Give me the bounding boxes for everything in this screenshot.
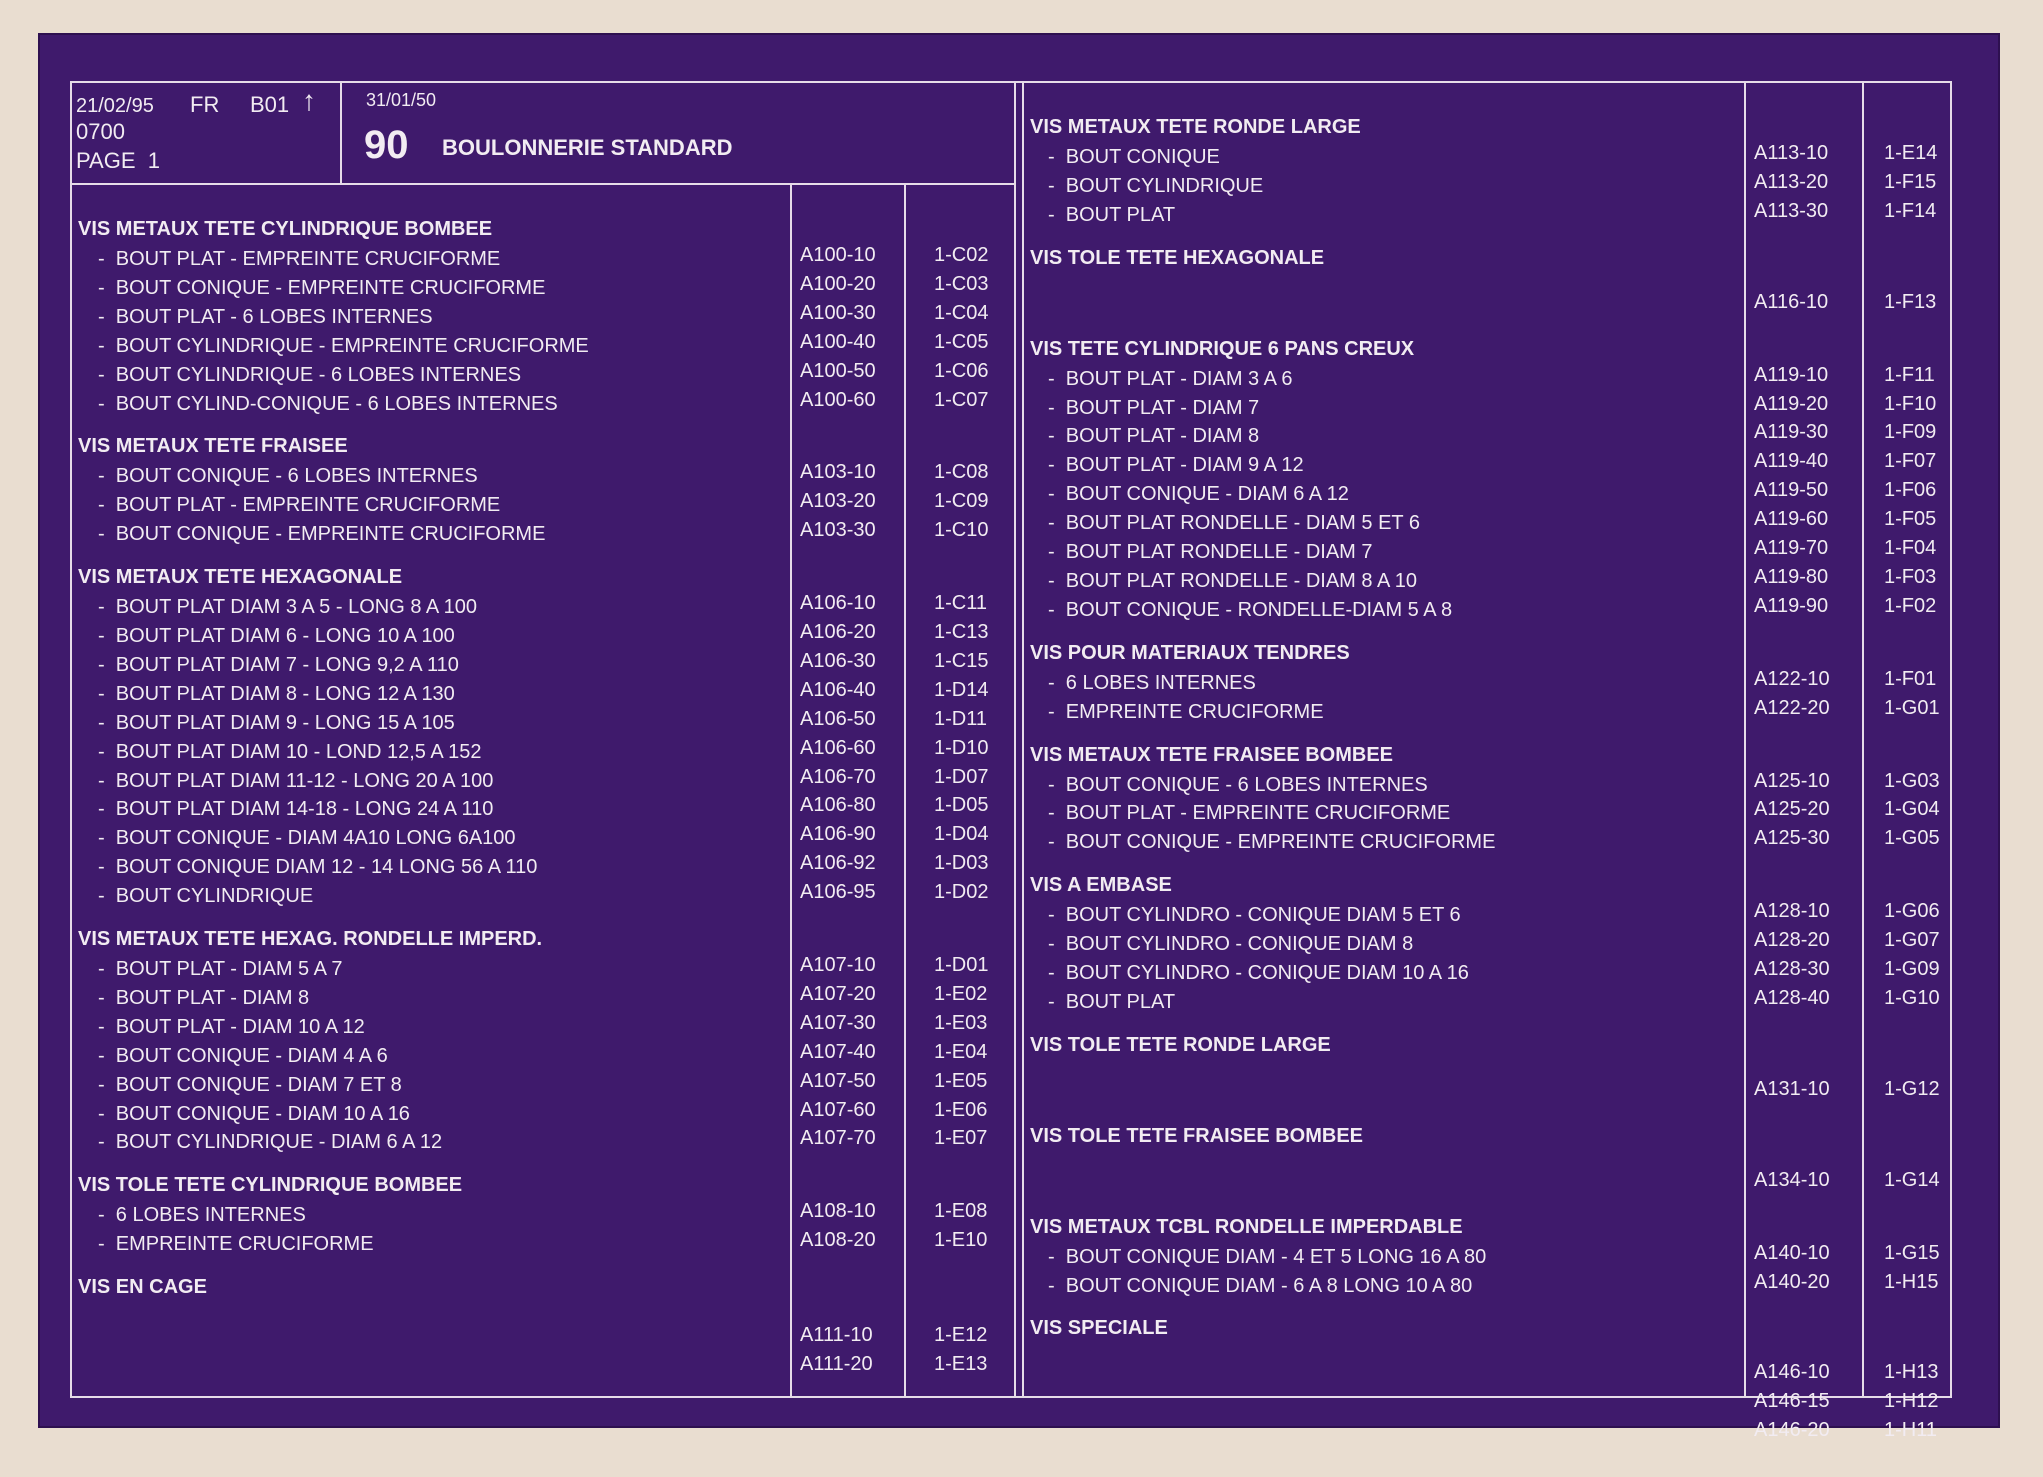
list-item: - BOUT CONIQUE - 6 LOBES INTERNES <box>1048 773 1428 796</box>
header-divider-vertical <box>340 81 342 185</box>
grid-code: 1-F07 <box>1884 450 1937 473</box>
reference-number: A128-30 <box>1754 958 1830 980</box>
reference-number: A107-20 <box>800 982 876 1005</box>
list-item: - BOUT CONIQUE <box>1048 146 1220 168</box>
list-item: - BOUT CONIQUE DIAM - 6 A 8 LONG 10 A 80 <box>1048 1274 1473 1297</box>
frame-top <box>70 81 1952 83</box>
grid-code: 1-H11 <box>1884 1419 1937 1442</box>
frame-left <box>70 81 72 1398</box>
reference-number: A106-30 <box>800 649 876 672</box>
grid-code: 1-G15 <box>1884 1241 1940 1264</box>
grid-code: 1-C11 <box>934 592 987 615</box>
grid-code: 1-E05 <box>934 1069 988 1092</box>
frame-right <box>1950 81 1952 1398</box>
grid-code: 1-E07 <box>934 1127 988 1150</box>
reference-number: A106-60 <box>800 736 876 759</box>
list-item: - BOUT CONIQUE - DIAM 7 ET 8 <box>98 1073 402 1096</box>
grid-code: 1-E02 <box>934 982 988 1005</box>
list-item: - BOUT PLAT DIAM 3 A 5 - LONG 8 A 100 <box>98 596 478 619</box>
grid-code: 1-G10 <box>1884 986 1940 1009</box>
grid-code: 1-C06 <box>934 359 989 382</box>
grid-code: 1-C03 <box>934 272 989 295</box>
reference-number: A106-90 <box>800 823 876 846</box>
reference-number: A125-10 <box>1754 769 1830 792</box>
list-item: - BOUT PLAT - DIAM 3 A 6 <box>1048 367 1293 390</box>
grid-code: 1-E13 <box>934 1353 988 1375</box>
list-item: - BOUT PLAT DIAM 11-12 - LONG 20 A 100 <box>98 769 494 792</box>
grid-code: 1-D14 <box>934 678 989 701</box>
list-item: - BOUT PLAT - EMPREINTE CRUCIFORME <box>98 494 501 517</box>
reference-number: A122-20 <box>1754 696 1830 719</box>
grid-code: 1-F14 <box>1884 199 1937 222</box>
grid-code: 1-D07 <box>934 765 989 788</box>
list-item: - BOUT PLAT DIAM 9 - LONG 15 A 105 <box>98 711 455 734</box>
grid-code: 1-H13 <box>1884 1361 1939 1384</box>
grid-code: 1-E14 <box>1884 142 1938 164</box>
reference-number: A103-30 <box>800 519 876 542</box>
reference-number: A140-20 <box>1754 1270 1830 1293</box>
list-item: - BOUT CYLINDRIQUE <box>98 885 314 908</box>
reference-number: A119-10 <box>1754 363 1829 386</box>
grid-code: 1-C10 <box>934 519 989 542</box>
reference-number: A119-70 <box>1754 537 1829 559</box>
reference-number: A106-10 <box>800 592 876 615</box>
list-item: - 6 LOBES INTERNES <box>1048 671 1256 694</box>
section-heading: VIS METAUX TETE CYLINDRIQUE BOMBEE <box>78 218 493 240</box>
reference-number: A146-10 <box>1754 1361 1830 1384</box>
grid-code: 1-F10 <box>1884 392 1937 415</box>
list-item: - BOUT CONIQUE - DIAM 4A10 LONG 6A100 <box>98 827 516 850</box>
grid-code: 1-D04 <box>934 823 989 846</box>
list-item: - BOUT CONIQUE - RONDELLE-DIAM 5 A 8 <box>1048 598 1453 621</box>
list-item: - BOUT CONIQUE DIAM - 4 ET 5 LONG 16 A 80 <box>1048 1245 1487 1268</box>
grid-code: 1-G01 <box>1884 696 1940 719</box>
grid-code: 1-F11 <box>1884 363 1935 386</box>
grid-code: 1-D05 <box>934 794 989 817</box>
grid-code: 1-G03 <box>1884 769 1940 792</box>
grid-code: 1-C09 <box>934 490 989 513</box>
reference-number: A119-90 <box>1754 594 1829 617</box>
grid-code: 1-F06 <box>1884 479 1937 502</box>
section-heading: VIS TOLE TETE FRAISEE BOMBEE <box>1030 1124 1364 1147</box>
section-heading: VIS A EMBASE <box>1030 874 1172 897</box>
reference-number: A113-30 <box>1754 199 1829 222</box>
list-item: - BOUT CONIQUE - EMPREINTE CRUCIFORME <box>98 276 546 299</box>
list-item: - BOUT PLAT RONDELLE - DIAM 5 ET 6 <box>1048 512 1420 535</box>
header-lang: FR <box>190 92 220 117</box>
reference-number: A131-10 <box>1754 1077 1830 1100</box>
list-item: - 6 LOBES INTERNES <box>98 1204 306 1227</box>
reference-number: A111-20 <box>800 1353 873 1375</box>
section-heading: VIS POUR MATERIAUX TENDRES <box>1030 641 1350 664</box>
grid-code: 1-G12 <box>1884 1077 1940 1100</box>
reference-number: A106-92 <box>800 852 876 875</box>
grid-code: 1-G06 <box>1884 900 1940 923</box>
reference-number: A119-40 <box>1754 450 1829 473</box>
list-item: - BOUT CYLINDRIQUE - EMPREINTE CRUCIFORME <box>98 334 589 357</box>
list-item: - BOUT PLAT - DIAM 5 A 7 <box>98 958 343 980</box>
reference-number: A103-20 <box>800 490 876 513</box>
reference-number: A128-10 <box>1754 900 1830 923</box>
reference-number: A100-60 <box>800 388 876 411</box>
list-item: - BOUT CONIQUE - EMPREINTE CRUCIFORME <box>1048 831 1496 854</box>
grid-code: 1-E06 <box>934 1098 988 1121</box>
reference-number: A119-80 <box>1754 565 1829 588</box>
list-item: - BOUT PLAT RONDELLE - DIAM 7 <box>1048 541 1373 563</box>
grid-code: 1-H12 <box>1884 1390 1939 1413</box>
reference-number: A113-20 <box>1754 170 1829 193</box>
reference-number: A108-20 <box>800 1229 876 1252</box>
grid-code: 1-D11 <box>934 707 987 730</box>
list-item: - BOUT PLAT RONDELLE - DIAM 8 A 10 <box>1048 569 1418 592</box>
reference-number: A100-40 <box>800 330 876 353</box>
reference-number: A119-30 <box>1754 421 1829 444</box>
frame-middle-b <box>1022 81 1024 1398</box>
section-heading: VIS METAUX TETE RONDE LARGE <box>1030 116 1361 138</box>
reference-number: A128-40 <box>1754 986 1830 1009</box>
list-item: - BOUT PLAT DIAM 6 - LONG 10 A 100 <box>98 625 455 647</box>
left-code-divider <box>904 185 906 1398</box>
section-heading: VIS METAUX TETE FRAISEE <box>78 435 348 458</box>
frame-bottom <box>70 1396 1952 1398</box>
reference-number: A100-10 <box>800 244 876 266</box>
list-item: - BOUT PLAT <box>1048 203 1176 226</box>
reference-number: A106-20 <box>800 621 876 643</box>
reference-number: A140-10 <box>1754 1241 1830 1264</box>
section-heading: VIS METAUX TCBL RONDELLE IMPERDABLE <box>1030 1215 1463 1238</box>
list-item: - BOUT PLAT - 6 LOBES INTERNES <box>98 305 433 328</box>
reference-number: A119-60 <box>1754 508 1829 531</box>
section-number: 90 <box>364 123 409 167</box>
grid-code: 1-G07 <box>1884 929 1940 952</box>
left-ref-divider <box>790 185 792 1398</box>
grid-code: 1-E10 <box>934 1229 988 1252</box>
grid-code: 1-G09 <box>1884 958 1940 980</box>
grid-code: 1-G04 <box>1884 798 1940 821</box>
header-divider-horizontal <box>70 183 1016 185</box>
grid-code: 1-F09 <box>1884 421 1937 444</box>
list-item: - BOUT CONIQUE - EMPREINTE CRUCIFORME <box>98 523 546 546</box>
grid-code: 1-F13 <box>1884 290 1937 313</box>
grid-code: 1-D02 <box>934 881 989 904</box>
list-item: - BOUT CYLINDRIQUE - DIAM 6 A 12 <box>98 1131 443 1154</box>
list-item: - BOUT CYLINDRO - CONIQUE DIAM 8 <box>1048 933 1414 956</box>
grid-code: 1-F15 <box>1884 170 1937 193</box>
grid-code: 1-F04 <box>1884 537 1937 559</box>
reference-number: A119-50 <box>1754 479 1829 502</box>
list-item: - BOUT CONIQUE - DIAM 4 A 6 <box>98 1044 388 1067</box>
reference-number: A113-10 <box>1754 142 1829 164</box>
grid-code: 1-C05 <box>934 330 989 353</box>
grid-code: 1-F05 <box>1884 508 1937 531</box>
list-item: - BOUT PLAT DIAM 8 - LONG 12 A 130 <box>98 682 455 705</box>
section-heading: VIS EN CAGE <box>78 1276 207 1299</box>
section-heading: VIS METAUX TETE HEXAGONALE <box>78 566 403 589</box>
right-ref-divider <box>1744 81 1746 1398</box>
frame-middle-a <box>1014 81 1016 1398</box>
grid-code: 1-E03 <box>934 1011 988 1034</box>
grid-code: 1-F03 <box>1884 565 1937 588</box>
reference-number: A100-20 <box>800 272 876 295</box>
header-code: B01 <box>250 92 290 117</box>
reference-number: A125-20 <box>1754 798 1830 821</box>
reference-number: A122-10 <box>1754 667 1830 690</box>
grid-code: 1-C13 <box>934 621 989 643</box>
grid-code: 1-C02 <box>934 244 989 266</box>
reference-number: A108-10 <box>800 1200 876 1223</box>
list-item: - BOUT CYLINDRIQUE - 6 LOBES INTERNES <box>98 363 522 386</box>
list-item: - BOUT PLAT - DIAM 9 A 12 <box>1048 454 1304 477</box>
grid-code: 1-E04 <box>934 1040 988 1063</box>
reference-number: A107-30 <box>800 1011 876 1034</box>
reference-number: A106-40 <box>800 678 876 701</box>
list-item: - BOUT CYLIND-CONIQUE - 6 LOBES INTERNES <box>98 392 558 415</box>
catalog-card <box>38 33 2000 1442</box>
reference-number: A146-15 <box>1754 1390 1830 1413</box>
grid-code: 1-G05 <box>1884 827 1940 850</box>
grid-code: 1-C15 <box>934 649 989 672</box>
grid-code: 1-F01 <box>1884 667 1937 690</box>
reference-number: A107-50 <box>800 1069 876 1092</box>
grid-code: 1-D03 <box>934 852 989 875</box>
list-item: - BOUT PLAT DIAM 10 - LOND 12,5 A 152 <box>98 740 482 763</box>
grid-code: 1-C08 <box>934 461 989 484</box>
list-item: - BOUT CONIQUE - 6 LOBES INTERNES <box>98 465 478 488</box>
list-item: - BOUT CONIQUE - DIAM 6 A 12 <box>1048 483 1349 506</box>
header-number: 0700 <box>76 119 125 144</box>
section-heading: VIS TETE CYLINDRIQUE 6 PANS CREUX <box>1030 337 1415 360</box>
reference-number: A128-20 <box>1754 929 1830 952</box>
list-item: - BOUT CYLINDRIQUE <box>1048 174 1264 197</box>
header-page: PAGE 1 <box>76 148 160 173</box>
section-heading: VIS TOLE TETE CYLINDRIQUE BOMBEE <box>78 1174 463 1197</box>
reference-number: A106-95 <box>800 881 876 904</box>
list-item: - BOUT PLAT - DIAM 7 <box>1048 396 1260 419</box>
reference-number: A103-10 <box>800 461 876 484</box>
list-item: - BOUT CONIQUE DIAM 12 - 14 LONG 56 A 110 <box>98 856 538 879</box>
list-item: - EMPREINTE CRUCIFORME <box>98 1233 374 1256</box>
grid-code: 1-E12 <box>934 1324 988 1347</box>
list-item: - BOUT PLAT - DIAM 8 <box>1048 425 1260 448</box>
reference-number: A100-50 <box>800 359 876 382</box>
grid-code: 1-F02 <box>1884 594 1937 617</box>
list-item: - BOUT CYLINDRO - CONIQUE DIAM 5 ET 6 <box>1048 904 1461 927</box>
section-heading: VIS SPECIALE <box>1030 1317 1168 1340</box>
reference-number: A100-30 <box>800 301 876 324</box>
grid-code: 1-D10 <box>934 736 989 759</box>
grid-code: 1-E08 <box>934 1200 988 1223</box>
section-title: BOULONNERIE STANDARD <box>442 135 733 160</box>
reference-number: A107-60 <box>800 1098 876 1121</box>
list-item: - BOUT PLAT - EMPREINTE CRUCIFORME <box>1048 802 1451 825</box>
list-item: - BOUT PLAT - DIAM 8 <box>98 986 310 1009</box>
list-item: - BOUT PLAT <box>1048 990 1176 1013</box>
grid-code: 1-G14 <box>1884 1168 1940 1191</box>
reference-number: A119-20 <box>1754 392 1829 415</box>
header-date-right: 31/01/50 <box>366 90 437 110</box>
grid-code: 1-C07 <box>934 388 989 411</box>
header-date-left: 21/02/95 <box>76 95 154 117</box>
grid-code: 1-D01 <box>934 954 989 976</box>
reference-number: A107-40 <box>800 1040 876 1063</box>
section-heading: VIS TOLE TETE HEXAGONALE <box>1030 246 1325 269</box>
list-item: - BOUT PLAT DIAM 7 - LONG 9,2 A 110 <box>98 653 459 676</box>
section-heading: VIS METAUX TETE HEXAG. RONDELLE IMPERD. <box>78 928 543 950</box>
list-item: - BOUT PLAT DIAM 14-18 - LONG 24 A 110 <box>98 798 494 821</box>
right-code-divider <box>1862 81 1864 1398</box>
reference-number: A116-10 <box>1754 290 1829 313</box>
arrow-up-icon: ↑ <box>302 85 316 116</box>
list-item: - EMPREINTE CRUCIFORME <box>1048 700 1324 723</box>
reference-number: A107-70 <box>800 1127 876 1150</box>
reference-number: A111-10 <box>800 1324 873 1347</box>
list-item: - BOUT CONIQUE - DIAM 10 A 16 <box>98 1102 410 1125</box>
grid-code: 1-H15 <box>1884 1270 1939 1293</box>
list-item: - BOUT PLAT - EMPREINTE CRUCIFORME <box>98 248 501 270</box>
reference-number: A125-30 <box>1754 827 1830 850</box>
grid-code: 1-C04 <box>934 301 989 324</box>
reference-number: A106-70 <box>800 765 876 788</box>
reference-number: A106-50 <box>800 707 876 730</box>
list-item: - BOUT CYLINDRO - CONIQUE DIAM 10 A 16 <box>1048 962 1469 984</box>
reference-number: A134-10 <box>1754 1168 1830 1191</box>
reference-number: A106-80 <box>800 794 876 817</box>
section-heading: VIS METAUX TETE FRAISEE BOMBEE <box>1030 743 1393 766</box>
reference-number: A146-20 <box>1754 1419 1830 1442</box>
list-item: - BOUT PLAT - DIAM 10 A 12 <box>98 1015 365 1038</box>
reference-number: A107-10 <box>800 954 876 976</box>
section-heading: VIS TOLE TETE RONDE LARGE <box>1030 1033 1331 1056</box>
